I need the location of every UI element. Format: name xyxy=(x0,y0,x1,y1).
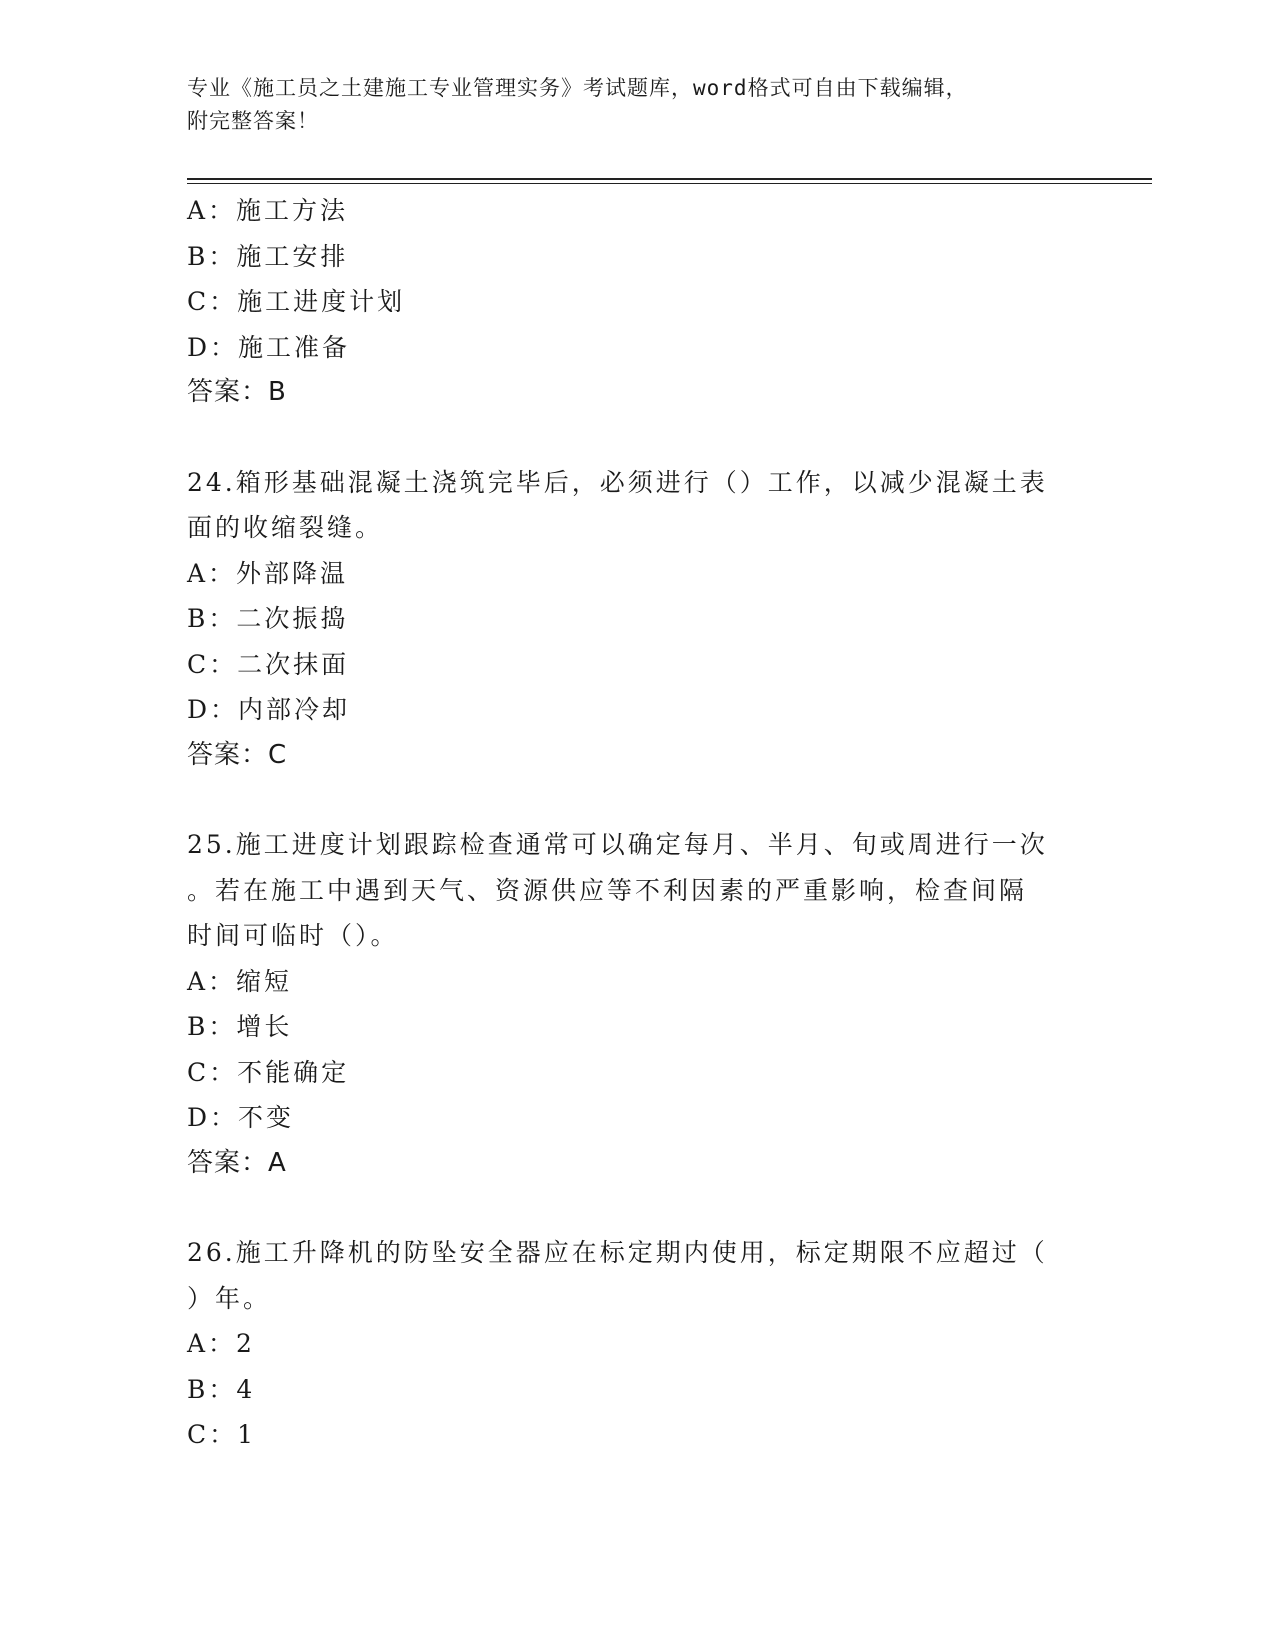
answer-option: D：不变 xyxy=(187,1103,295,1132)
question-stem-line: 26.施工升降机的防坠安全器应在标定期内使用，标定期限不应超过（ xyxy=(187,1238,1048,1267)
question-stem-line: 24.箱形基础混凝土浇筑完毕后，必须进行（）工作，以减少混凝土表 xyxy=(187,467,1048,497)
answer-option: A：外部降温 xyxy=(187,558,349,588)
question-stem-line: ）年。 xyxy=(187,1283,272,1313)
answer-option: C：二次抹面 xyxy=(187,649,350,679)
answer-option: D：内部冷却 xyxy=(187,695,351,724)
answer-option: A：2 xyxy=(187,1329,255,1358)
question-stem-line: 25.施工进度计划跟踪检查通常可以确定每月、半月、旬或周进行一次 xyxy=(187,830,1048,859)
answer-option: D：施工准备 xyxy=(187,332,351,362)
answer-key: 答案：C xyxy=(187,739,288,770)
answer-option: C：1 xyxy=(187,1420,257,1449)
header-rule xyxy=(187,178,1152,180)
answer-option: A：缩短 xyxy=(187,966,293,996)
header-rule-thin xyxy=(187,183,1152,184)
answer-option: B：施工安排 xyxy=(187,241,349,271)
document-header xyxy=(187,72,1087,138)
header-line-2: 附完整答案！ xyxy=(187,109,319,133)
answer-key: 答案：B xyxy=(187,377,287,407)
answer-option: C：施工进度计划 xyxy=(187,287,406,316)
question-stem-line: 时间可临时（）。 xyxy=(187,921,399,950)
question-stem-line: 。若在施工中遇到天气、资源供应等不利因素的严重影响，检查间隔 xyxy=(187,875,1028,905)
question-block xyxy=(187,460,1087,779)
question-block xyxy=(187,822,1087,1186)
answer-key: 答案：A xyxy=(187,1147,287,1178)
question-block xyxy=(187,1230,1087,1458)
answer-option: C：不能确定 xyxy=(187,1057,350,1087)
question-block xyxy=(187,188,1087,416)
question-spacer xyxy=(187,1186,1087,1230)
answer-option: A：施工方法 xyxy=(187,196,349,225)
header-line-1: 专业《施工员之土建施工专业管理实务》考试题库，word格式可自由下载编辑， xyxy=(187,76,968,100)
question-spacer xyxy=(187,416,1087,460)
answer-option: B：4 xyxy=(187,1374,256,1404)
answer-option: B：增长 xyxy=(187,1012,293,1041)
question-list xyxy=(187,188,1087,1458)
answer-option: B：二次振捣 xyxy=(187,604,349,633)
question-spacer xyxy=(187,778,1087,822)
question-stem-line: 面的收缩裂缝。 xyxy=(187,513,384,542)
